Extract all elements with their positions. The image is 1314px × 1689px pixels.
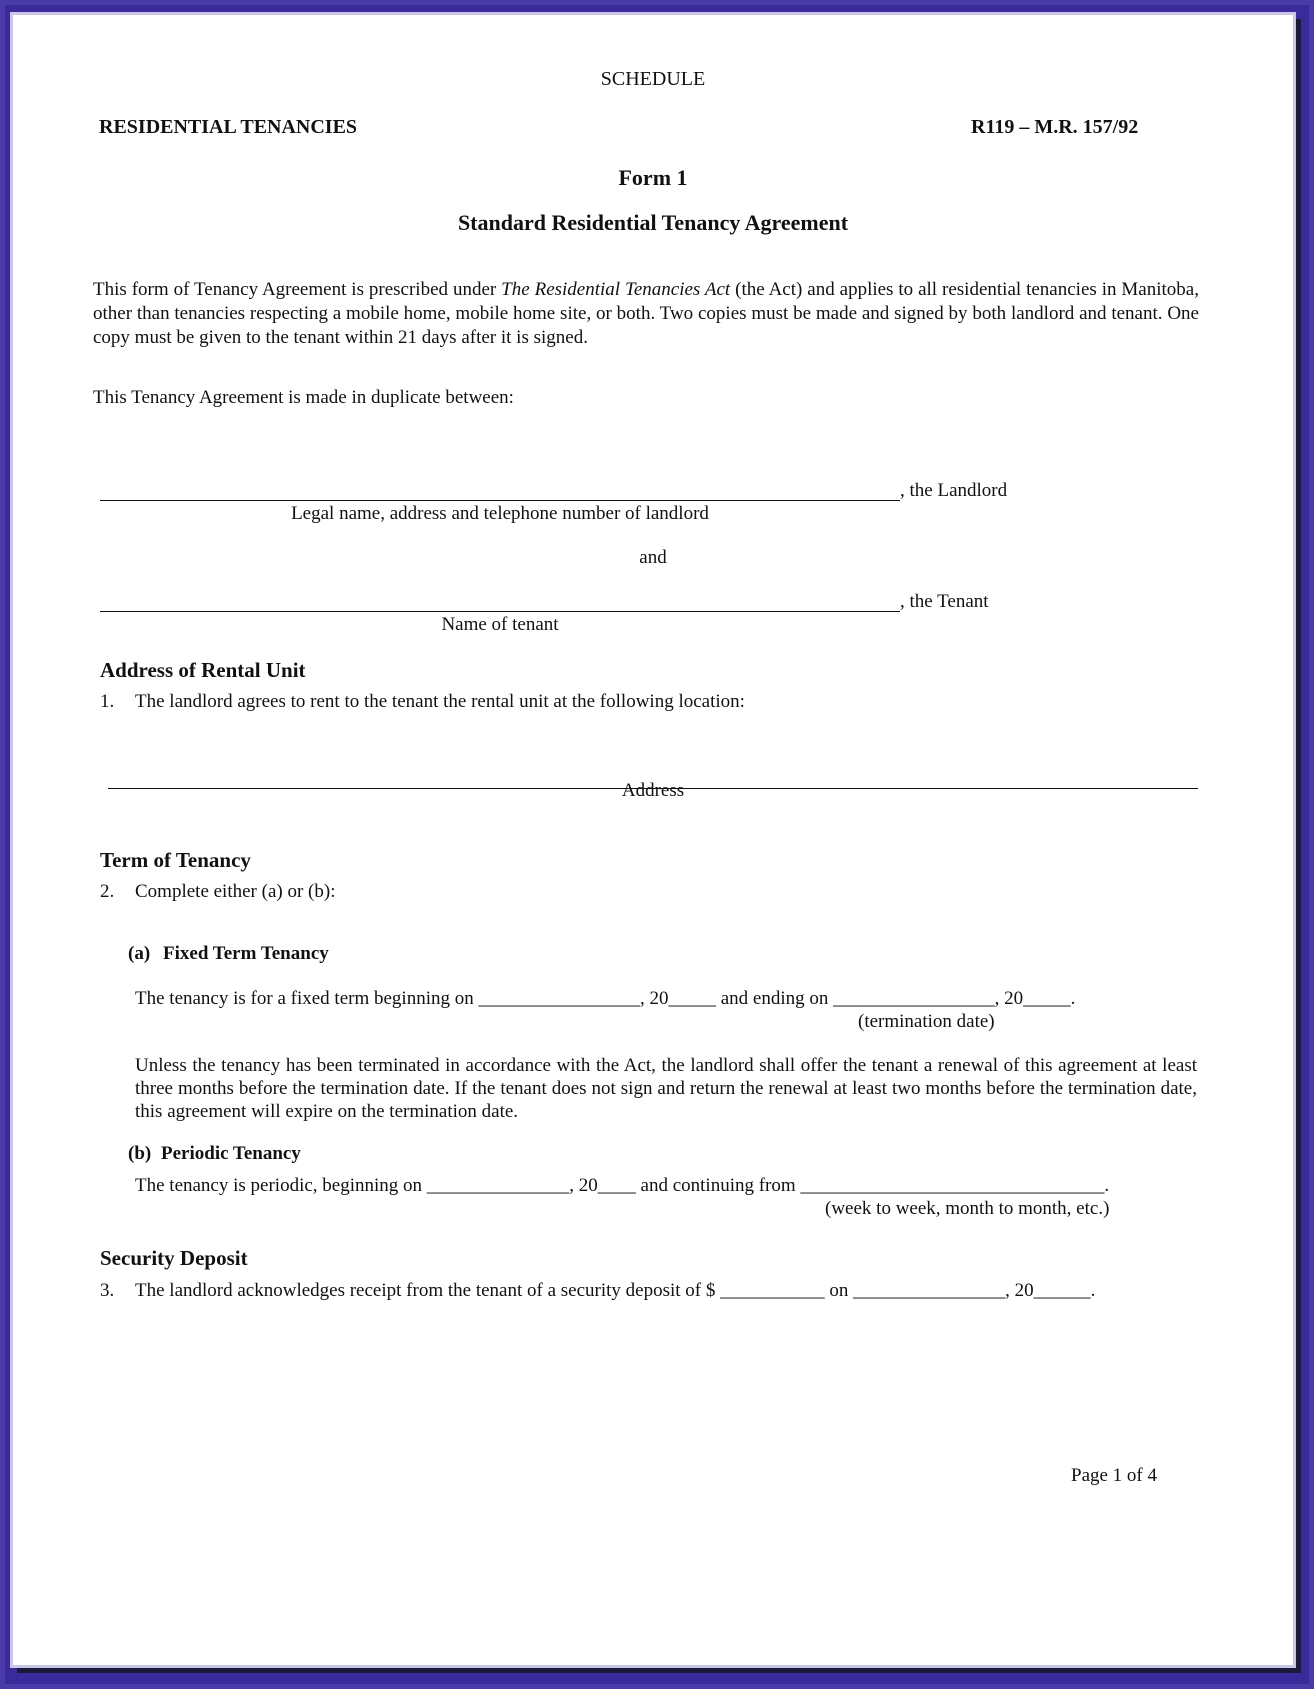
- form-number: Form 1: [618, 165, 688, 190]
- period-caption: (week to week, month to month, etc.): [825, 1198, 1110, 1219]
- page-frame: [5, 5, 1309, 1684]
- document-body: [13, 15, 1293, 1665]
- term-heading: Term of Tenancy: [100, 848, 251, 872]
- periodic-line: The tenancy is periodic, beginning on _______________, 20____ and continuing from ________________________________.: [135, 1175, 1110, 1196]
- clause-2-text: Complete either (a) or (b):: [135, 881, 336, 902]
- duplicate-statement: This Tenancy Agreement is made in duplicate between:: [93, 387, 514, 408]
- intro-text-before: This form of Tenancy Agreement is prescribed under: [93, 279, 502, 300]
- tenant-signature-line: [100, 611, 900, 612]
- option-b-heading: Periodic Tenancy: [161, 1143, 301, 1164]
- page-number: Page 1 of 4: [1071, 1465, 1158, 1486]
- address-heading: Address of Rental Unit: [100, 658, 306, 682]
- clause-1-number: 1.: [100, 691, 115, 712]
- tenant-suffix: , the Tenant: [900, 591, 989, 612]
- option-a-label: (a): [128, 943, 151, 964]
- intro-text-after: (the Act) and applies to all residential tenancies in Manitoba, other than tenancies respecting a mobile home, mobile home site, or both. Two copies must be made and signed by both landlord and tenant. One copy must be given to the tenant within 21 days after it is signed.: [93, 279, 1199, 348]
- renewal-paragraph: Unless the tenancy has been terminated in accordance with the Act, the landlord shall offer the tenant a renewal of this agreement at least three months before the termination date. If the tenant does not sign and return the renewal at least two months before the termination date, this agreement will expire on the termination date.: [135, 1055, 1197, 1122]
- document-page: [13, 15, 1293, 1665]
- landlord-suffix: , the Landlord: [900, 480, 1008, 501]
- option-a-heading: Fixed Term Tenancy: [163, 943, 329, 964]
- clause-3-number: 3.: [100, 1280, 115, 1301]
- deposit-heading: Security Deposit: [100, 1246, 248, 1270]
- tenant-caption: Name of tenant: [441, 614, 559, 635]
- and-separator: and: [639, 547, 667, 568]
- landlord-signature-line: [100, 500, 900, 501]
- termination-date-caption: (termination date): [858, 1011, 995, 1032]
- clause-1-text: The landlord agrees to rent to the tenant the rental unit at the following location:: [135, 691, 745, 712]
- left-title: RESIDENTIAL TENANCIES: [99, 116, 358, 138]
- act-name: The Residential Tenancies Act: [501, 279, 731, 300]
- clause-3-text: The landlord acknowledges receipt from the tenant of a security deposit of $ ___________ on ________________, 20______.: [135, 1280, 1096, 1301]
- landlord-caption: Legal name, address and telephone number of landlord: [291, 503, 709, 524]
- option-b-label: (b): [128, 1143, 152, 1164]
- document-title: Standard Residential Tenancy Agreement: [457, 210, 849, 235]
- clause-2-number: 2.: [100, 881, 115, 902]
- intro-paragraph: [93, 278, 1199, 350]
- address-caption: Address: [621, 780, 685, 801]
- schedule-label: SCHEDULE: [600, 68, 706, 90]
- fixed-term-line: The tenancy is for a fixed term beginning on _________________, 20_____ and ending on _________________, 20_____.: [135, 988, 1076, 1009]
- regulation-number: R119 – M.R. 157/92: [971, 116, 1139, 138]
